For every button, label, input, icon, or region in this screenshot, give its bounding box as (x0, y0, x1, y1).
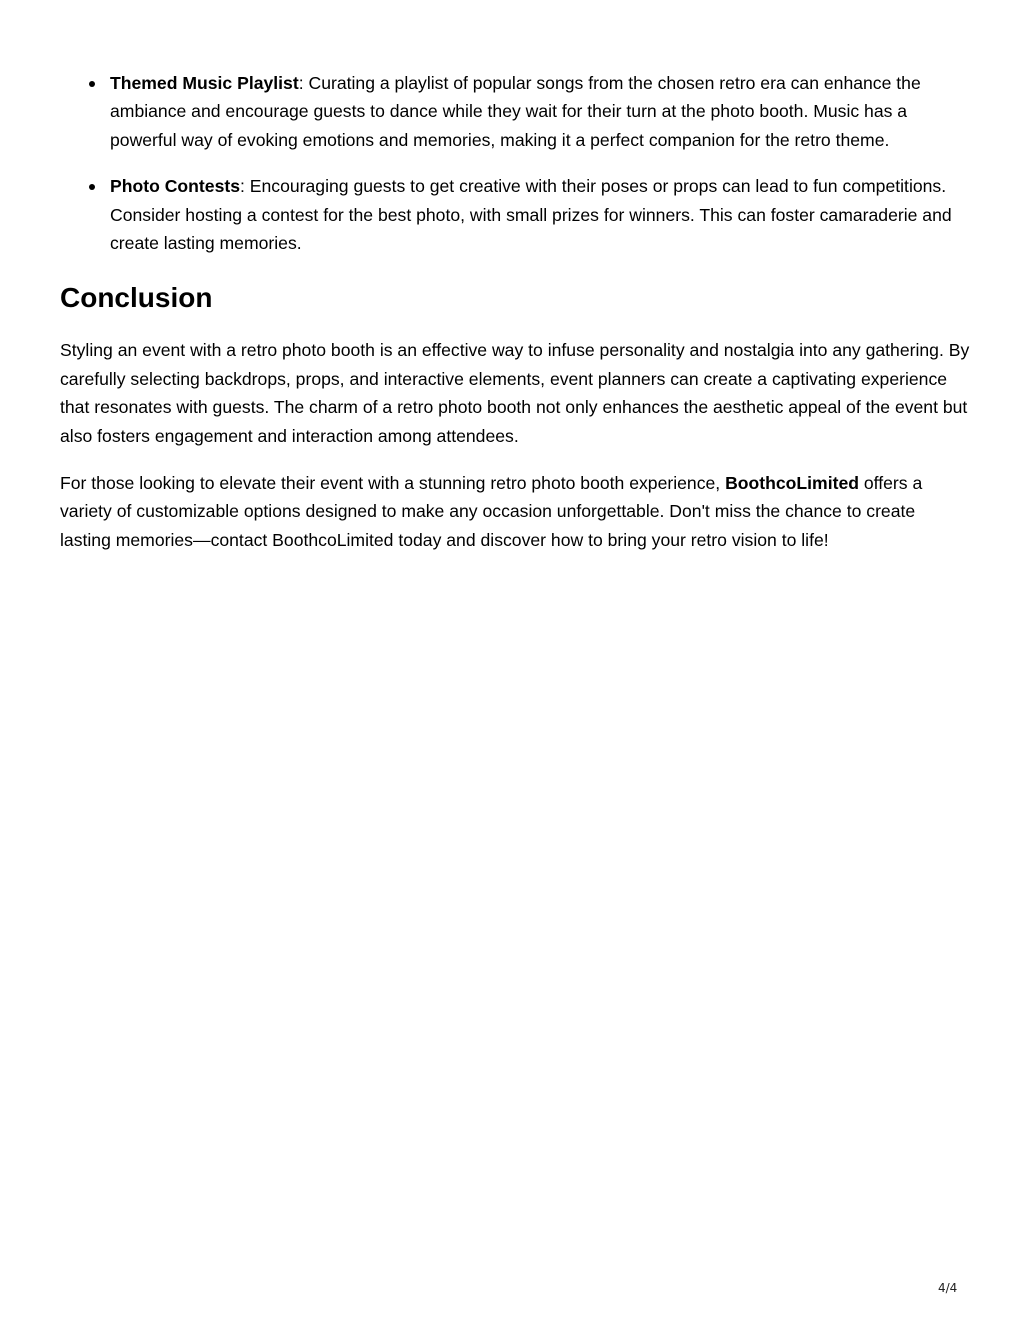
bullet-term: Photo Contests (110, 176, 240, 197)
feature-bullet-list (60, 69, 970, 257)
bullet-text: : Curating a playlist of popular songs from the chosen retro era can enhance the ambiance and encourage guests to dance while they wait for their turn at the photo booth. Music has a powerful way of evoking emotions and memories, making it a perfect companion for the retro theme. (110, 73, 921, 150)
conclusion-paragraph-1: Styling an event with a retro photo booth is an effective way to infuse personality and nostalgia into any gathering. By carefully selecting backdrops, props, and interactive elements, event planners can create a captivating experience that resonates with guests. The charm of a retro photo booth not only enhances the aesthetic appeal of the event but also fosters engagement and interaction among attendees. (60, 340, 970, 446)
conclusion-paragraph-2 (60, 469, 970, 554)
document-body (60, 69, 970, 573)
bullet-dot-icon (89, 81, 95, 87)
bullet-text: : Encouraging guests to get creative with their poses or props can lead to fun competitions. Consider hosting a contest for the best photo, with small prizes for winners. This can foster camaraderie and create lasting memories. (110, 176, 952, 254)
bullet-term: Themed Music Playlist (110, 73, 299, 93)
page-number: 4/4 (938, 1281, 958, 1295)
conclusion-heading: Conclusion (60, 282, 213, 314)
bullet-dot-icon (89, 184, 95, 190)
paragraph-lead-text: For those looking to elevate their event with a stunning retro photo booth experience, (60, 473, 726, 494)
bullet-item-photo-contests (60, 172, 970, 257)
bullet-item-themed-music-playlist (60, 69, 970, 154)
paragraph-rest-text: offers a variety of customizable options designed to make any occasion unforgettable. Don't miss the chance to create lasting memories—contact BoothcoLimited today and discover how to bring your retro vision to life! (60, 473, 923, 550)
brand-name: BoothcoLimited (725, 473, 859, 494)
